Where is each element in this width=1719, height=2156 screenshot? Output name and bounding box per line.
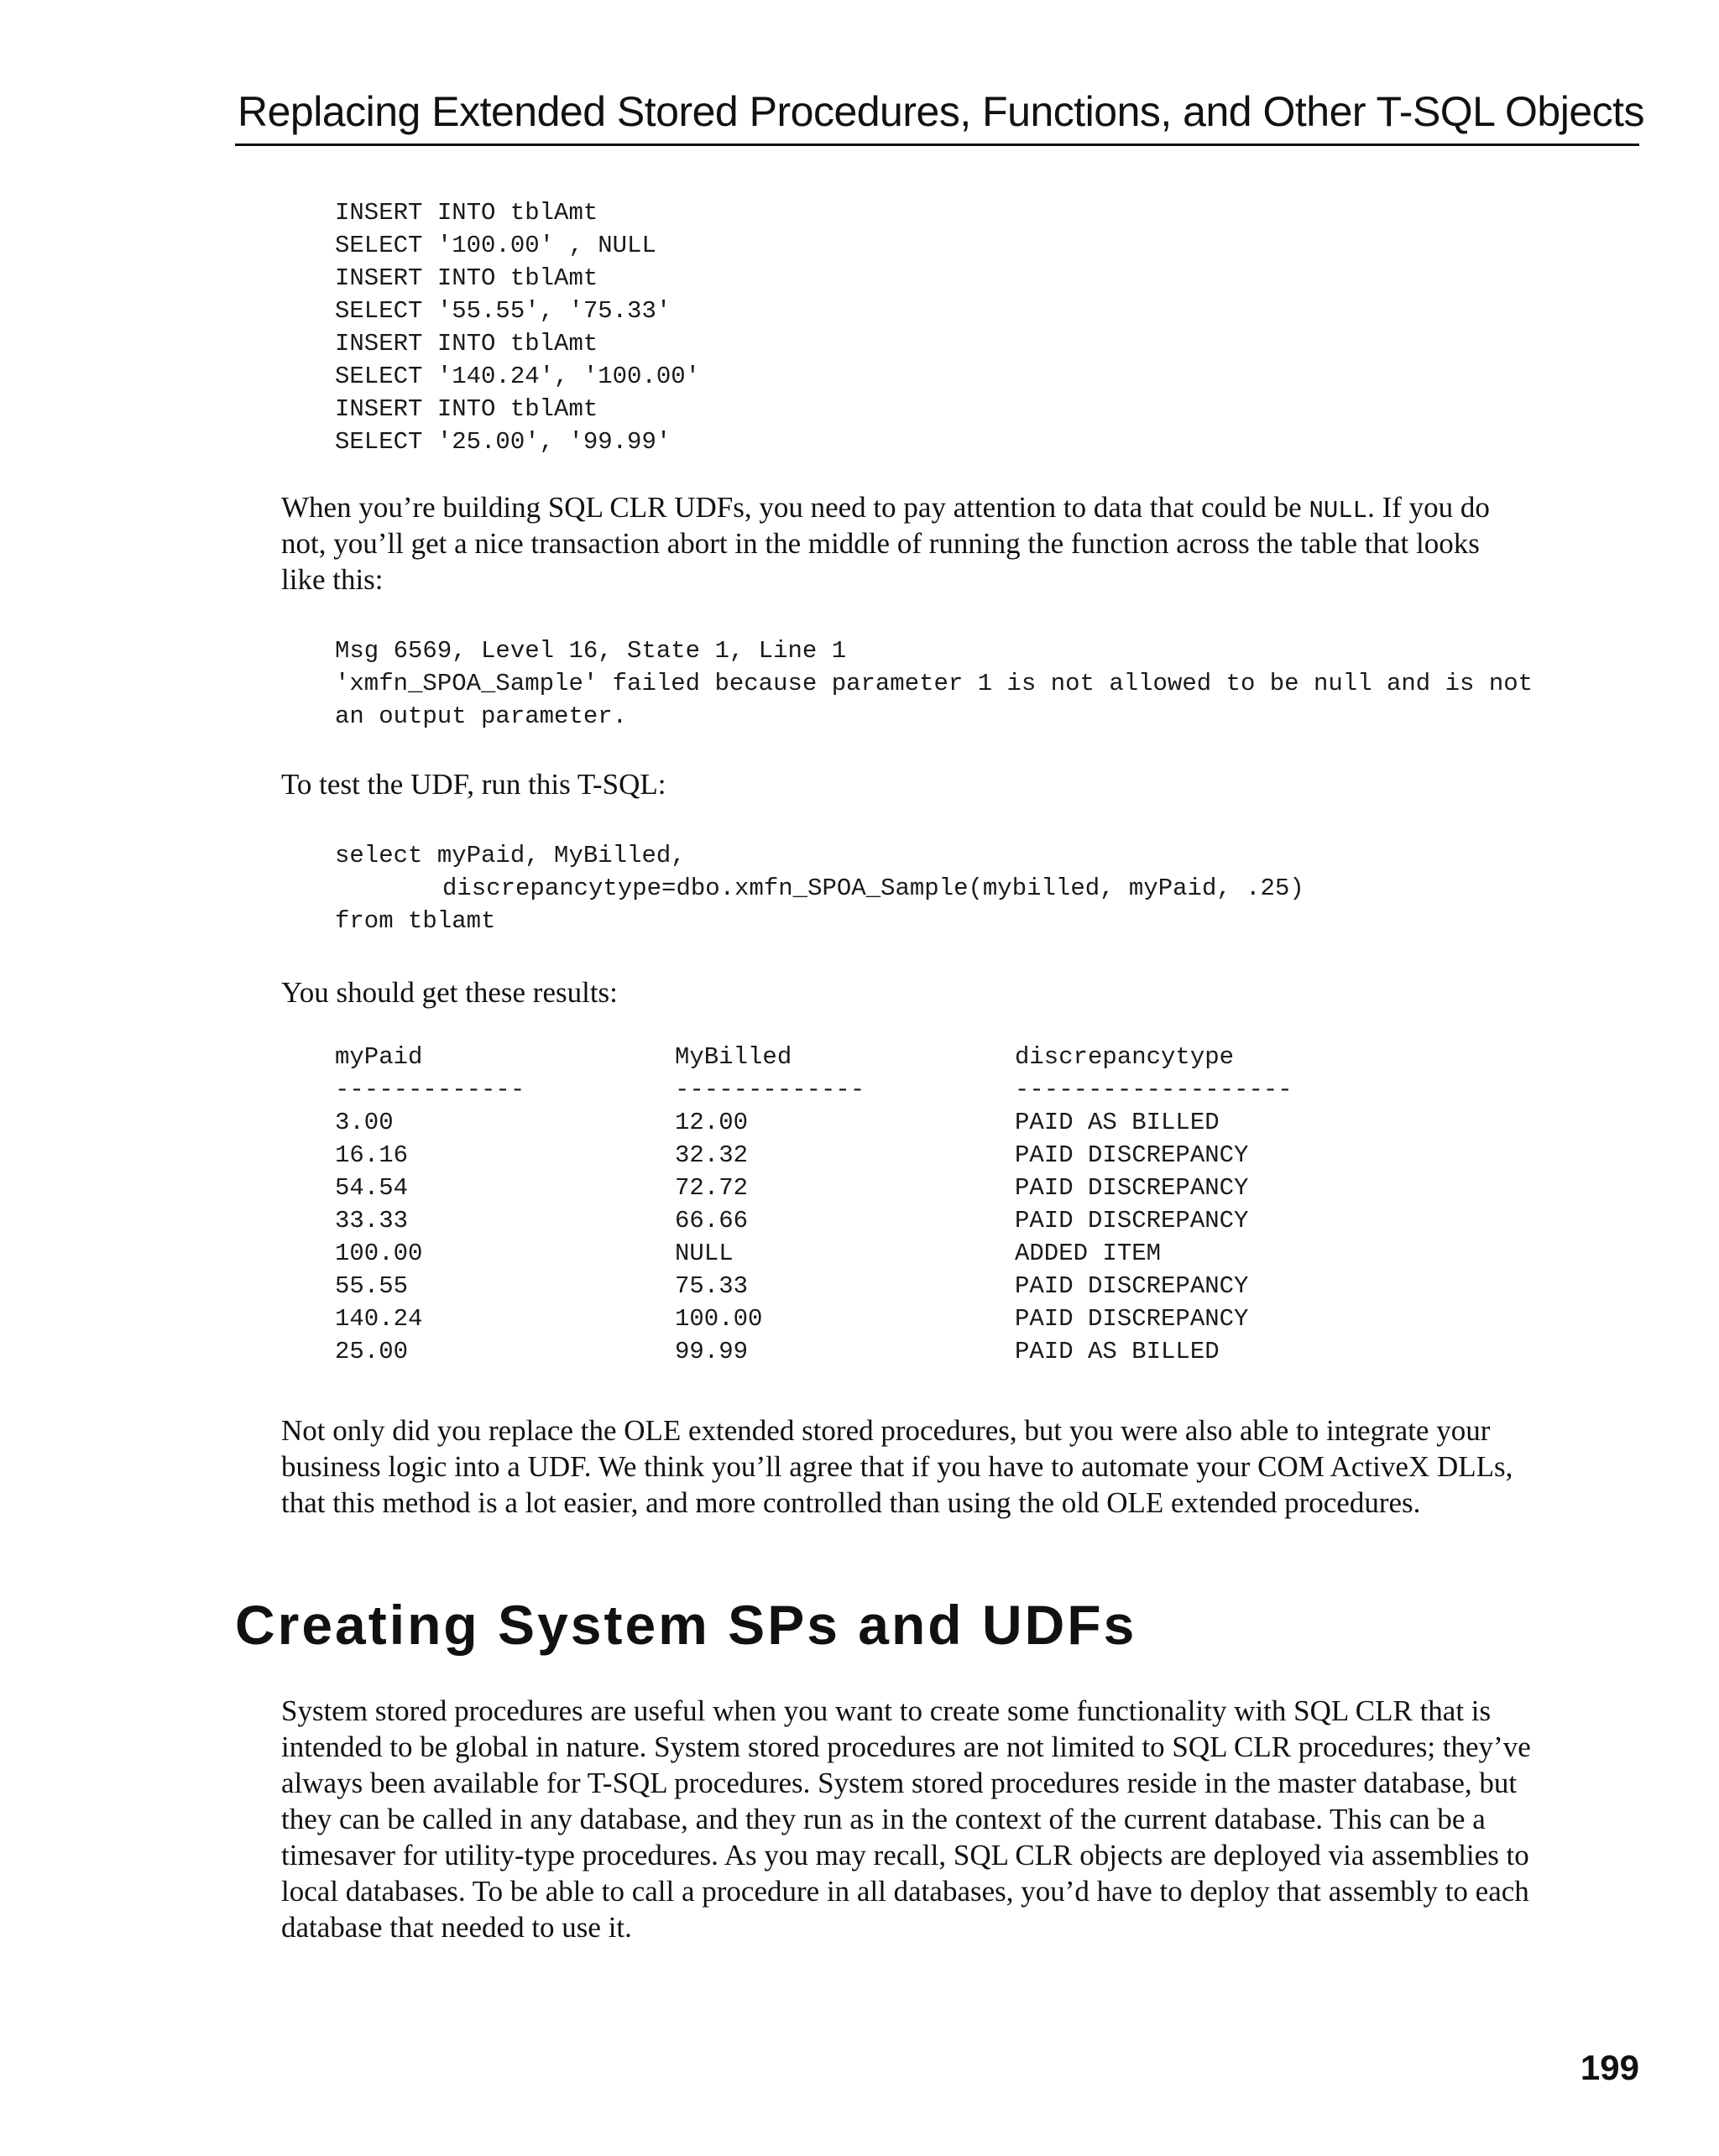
code-line: discrepancytype=dbo.xmfn_SPOA_Sample(mybilled, myPaid, .25)	[442, 874, 1304, 902]
code-line: 'xmfn_SPOA_Sample' failed because parameter 1 is not allowed to be null and is not	[335, 670, 1534, 697]
section-heading: Creating System SPs and UDFs	[235, 1594, 1137, 1656]
results-header-row: myPaid MyBilled discrepancytype	[335, 1043, 1235, 1071]
code-line: SELECT '55.55', '75.33'	[335, 297, 671, 325]
results-separator-row: ------------- ------------- -------------------	[335, 1076, 1293, 1104]
paragraph-system-procedures: System stored procedures are useful when you want to create some functionality with SQL CLR that is intended to be global in nature. System stored procedures are not limited to SQL CLR procedures; they’ve always been available for T-SQL procedures. System stored procedures reside in the master database, but they can be called in any database, and they run as in the context of the current database. This can be a timesaver for utility-type procedures. As you may recall, SQL CLR objects are deployed via assemblies to local databases. To be able to call a procedure in all databases, you’d have to deploy that assembly to each database that needed to use it.	[281, 1694, 1531, 1944]
code-line: INSERT INTO tblAmt	[335, 264, 598, 292]
page-number: 199	[1580, 2048, 1639, 2087]
table-row: 3.00 12.00 PAID AS BILLED	[335, 1109, 1220, 1136]
table-row: 55.55 75.33 PAID DISCREPANCY	[335, 1272, 1249, 1300]
code-line: SELECT '100.00' , NULL	[335, 232, 656, 259]
paragraph-test: To test the UDF, run this T-SQL:	[281, 768, 666, 801]
paragraph-ole-summary: Not only did you replace the OLE extended stored procedures, but you were also able to integrate your business logic into a UDF. We think you’ll agree that if you have to automate your COM ActiveX DLLs, that this method is a lot easier, and more controlled than using the old OLE extended procedures.	[281, 1414, 1513, 1519]
code-block-error	[335, 634, 1533, 733]
table-row: 16.16 32.32 PAID DISCREPANCY	[335, 1141, 1249, 1169]
inline-code-null: NULL	[1309, 497, 1368, 525]
table-row: 33.33 66.66 PAID DISCREPANCY	[335, 1207, 1249, 1235]
paragraph-results: You should get these results:	[281, 976, 618, 1009]
code-block-insert	[335, 196, 700, 458]
code-line: INSERT INTO tblAmt	[335, 395, 598, 423]
code-line: an output parameter.	[335, 702, 628, 730]
code-block-select	[335, 839, 1304, 937]
table-row: 140.24 100.00 PAID DISCREPANCY	[335, 1305, 1249, 1333]
code-line: from tblamt	[335, 907, 496, 935]
results-table	[335, 1041, 1426, 1368]
table-row: 54.54 72.72 PAID DISCREPANCY	[335, 1174, 1249, 1202]
code-line: INSERT INTO tblAmt	[335, 199, 598, 227]
table-row: 25.00 99.99 PAID AS BILLED	[335, 1338, 1220, 1365]
code-line: SELECT '140.24', '100.00'	[335, 363, 701, 390]
code-line: Msg 6569, Level 16, State 1, Line 1	[335, 637, 847, 665]
header-rule	[235, 144, 1639, 146]
table-row: 100.00 NULL ADDED ITEM	[335, 1240, 1162, 1267]
code-line: SELECT '25.00', '99.99'	[335, 428, 671, 456]
code-line: select myPaid, MyBilled,	[335, 842, 686, 869]
running-head: Replacing Extended Stored Procedures, Functions, and Other T-SQL Objects	[238, 88, 1645, 135]
code-line: INSERT INTO tblAmt	[335, 330, 598, 358]
paragraph-null-warning: When you’re building SQL CLR UDFs, you need to pay attention to data that could be NULL. If you do not, you’ll get a nice transaction abort in the middle of running the function across the table that looks like this:	[281, 491, 1490, 596]
